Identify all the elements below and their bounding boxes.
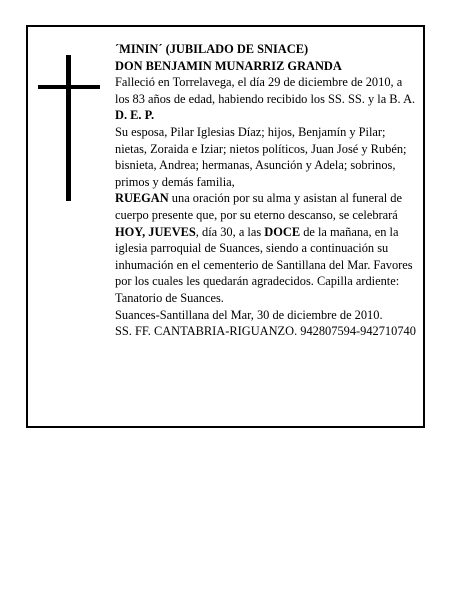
funeral-request xyxy=(115,190,419,306)
obituary-notice xyxy=(26,25,425,428)
family-list: Su esposa, Pilar Iglesias Díaz; hijos, Benjamín y Pilar; nietas, Zoraida e Iziar; nietos políticos, Juan José y Rubén; bisnieta, Andrea; hermanas, Asunción y Adela; sobrinos, primos y demás familia, xyxy=(115,124,407,189)
request-text-1: una oración por su alma y asistan al funeral de cuerpo presente que, por su eterno descanso, se celebrará xyxy=(115,191,402,222)
obituary-text xyxy=(115,41,419,340)
cross-icon xyxy=(38,55,100,201)
cross-horizontal-bar xyxy=(38,85,100,89)
deceased-name: DON BENJAMIN MUNARRIZ GRANDA xyxy=(115,58,342,73)
death-info: Falleció en Torrelavega, el día 29 de diciembre de 2010, a los 83 años de edad, habiendo recibido los SS. SS. y la B. A. xyxy=(115,75,416,106)
request-text-2: , día 30, a las xyxy=(195,224,265,239)
place-date: Suances-Santillana del Mar, 30 de diciembre de 2010. xyxy=(115,307,383,322)
hoy-jueves: HOY, JUEVES xyxy=(115,224,196,239)
doce-word: DOCE xyxy=(264,224,301,239)
request-text-3: de la mañana, en la iglesia parroquial de Suances, siendo a continuación su inhumación en el cementerio de Santillana del Mar. Favores por los cuales les quedarán agradecidos. Capilla ardiente: Tanatorio de Suances. xyxy=(115,224,413,305)
cross-vertical-bar xyxy=(66,55,71,201)
funeral-home: SS. FF. CANTABRIA-RIGUANZO. 942807594-942710740 xyxy=(115,324,416,339)
nickname-line: ´MININ´ (JUBILADO DE SNIACE) xyxy=(115,42,309,56)
dep-line: D. E. P. xyxy=(115,108,155,123)
ruegan-word: RUEGAN xyxy=(115,191,169,206)
